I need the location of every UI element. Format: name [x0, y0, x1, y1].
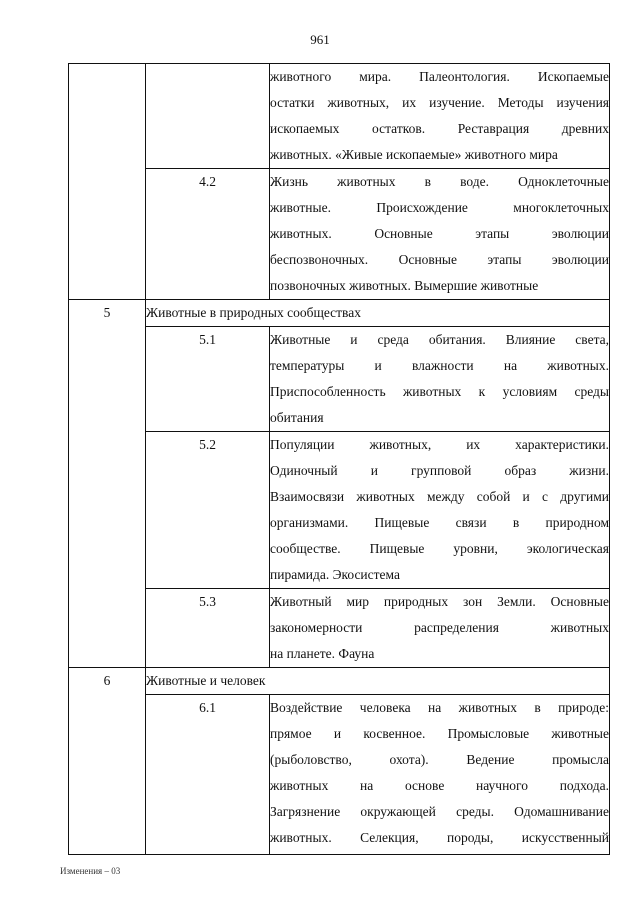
topic-text-cell [270, 589, 610, 668]
topic-text-line: позвоночных животных. Вымершие животные [270, 278, 539, 293]
topic-text-line: животных. «Живые ископаемые» животного мира [270, 147, 558, 162]
topic-text-line: беспозвоночных. Основные этапы эволюции [270, 252, 609, 267]
topic-text-line: закономерности распределения животных [270, 620, 609, 635]
topic-text-line: остатки животных, их изучение. Методы изучения [270, 95, 609, 110]
topic-text-cell [270, 327, 610, 432]
section-header-row [69, 300, 610, 327]
topic-text-line: животного мира. Палеонтология. Ископаемые [270, 69, 609, 84]
section-number-cell: 6 [69, 668, 146, 855]
section-title: Животные и человек [146, 668, 610, 695]
table-row [69, 64, 610, 169]
section-header-row [69, 668, 610, 695]
table-row [69, 432, 610, 589]
topic-text-line: Взаимосвязи животных между собой и с другими [270, 489, 609, 504]
topic-text-line: температуры и влажности на животных. [270, 358, 609, 373]
topic-text-line: Загрязнение окружающей среды. Одомашнивание [270, 804, 609, 819]
topic-text-line: Приспособленность животных к условиям среды [270, 384, 609, 399]
page-number: 961 [310, 32, 330, 47]
section-number-cell [69, 64, 146, 300]
table-row [69, 327, 610, 432]
table-row [69, 169, 610, 300]
topic-text-line: Животный мир природных зон Земли. Основные [270, 594, 609, 609]
topic-text-line: животных. Селекция, породы, искусственный [270, 830, 609, 845]
topic-text-cell [270, 169, 610, 300]
topic-text-cell [270, 64, 610, 169]
topic-text-line: прямое и косвенное. Промысловые животные [270, 726, 609, 741]
section-title: Животные в природных сообществах [146, 300, 610, 327]
topic-text-line: животных на основе научного подхода. [270, 778, 609, 793]
topic-text-line: на планете. Фауна [270, 646, 375, 661]
subsection-number-cell: 5.1 [146, 327, 270, 432]
curriculum-table [68, 63, 610, 855]
table-row [69, 695, 610, 855]
topic-text-line: Воздействие человека на животных в природе: [270, 700, 609, 715]
topic-text-line: пирамида. Экосистема [270, 567, 400, 582]
topic-text-line: Жизнь животных в воде. Одноклеточные [270, 174, 609, 189]
section-number-cell: 5 [69, 300, 146, 668]
topic-text-line: ископаемых остатков. Реставрация древних [270, 121, 609, 136]
subsection-number-cell: 5.3 [146, 589, 270, 668]
footer-revision-note: Изменения – 03 [60, 866, 121, 876]
topic-text-line: Популяции животных, их характеристики. [270, 437, 609, 452]
topic-text-line: Одиночный и групповой образ жизни. [270, 463, 609, 478]
subsection-number-cell [146, 64, 270, 169]
subsection-number-cell: 5.2 [146, 432, 270, 589]
topic-text-line: организмами. Пищевые связи в природном [270, 515, 609, 530]
subsection-number-cell: 4.2 [146, 169, 270, 300]
topic-text-cell [270, 695, 610, 855]
topic-text-line: животных. Основные этапы эволюции [270, 226, 609, 241]
table-row [69, 589, 610, 668]
topic-text-line: (рыболовство, охота). Ведение промысла [270, 752, 609, 767]
topic-text-line: обитания [270, 410, 324, 425]
topic-text-cell [270, 432, 610, 589]
subsection-number-cell: 6.1 [146, 695, 270, 855]
topic-text-line: сообществе. Пищевые уровни, экологическая [270, 541, 609, 556]
topic-text-line: Животные и среда обитания. Влияние света, [270, 332, 609, 347]
topic-text-line: животные. Происхождение многоклеточных [270, 200, 609, 215]
